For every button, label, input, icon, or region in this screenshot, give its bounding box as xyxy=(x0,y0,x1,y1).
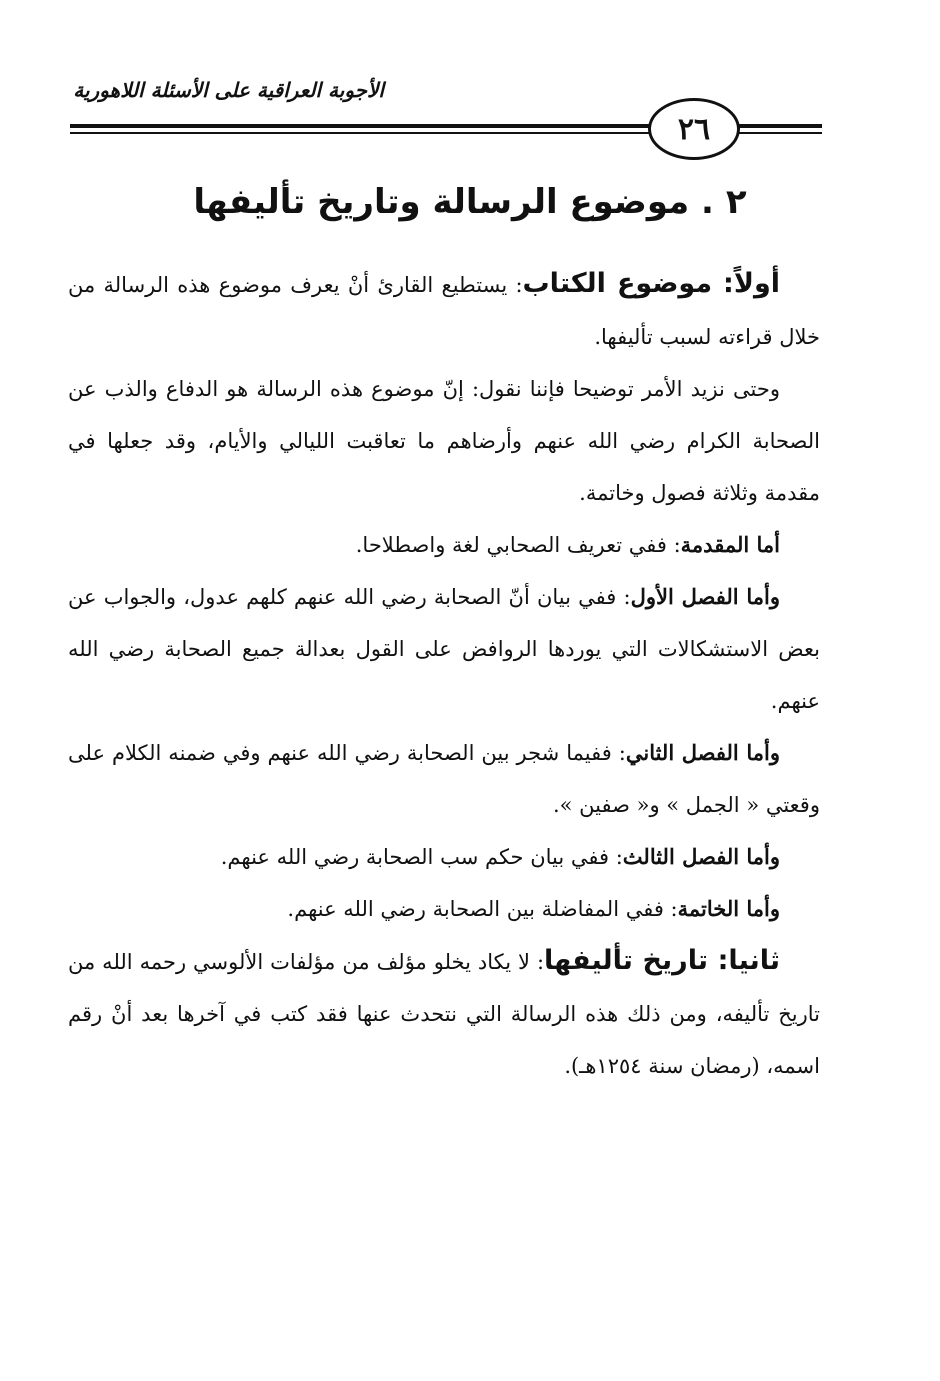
label-book-topic: أولاً: موضوع الكتاب xyxy=(522,268,780,299)
paragraph-chapter-one xyxy=(68,571,820,727)
label-authoring-date: ثانيا: تاريخ تأليفها xyxy=(544,945,781,976)
paragraph-introduction xyxy=(68,519,820,571)
text-book-topic: : يستطيع القارئ أنْ يعرف موضوع هذه الرسالة من خلال قراءته لسبب تأليفها. xyxy=(68,273,820,349)
label-conclusion: وأما الخاتمة xyxy=(677,896,780,921)
label-chapter-two: وأما الفصل الثاني xyxy=(625,740,780,765)
paragraph-book-topic xyxy=(68,258,820,363)
label-chapter-three: وأما الفصل الثالث xyxy=(622,844,780,869)
paragraph-chapter-two xyxy=(68,727,820,831)
text-introduction: : ففي تعريف الصحابي لغة واصطلاحا. xyxy=(355,533,681,557)
paragraph-clarification xyxy=(68,363,820,519)
running-title: الأجوبة العراقية على الأسئلة اللاهورية xyxy=(73,78,384,102)
body-text xyxy=(68,258,820,1092)
text-chapter-one: : ففي بيان أنّ الصحابة رضي الله عنهم كلهم عدول، والجواب عن بعض الاستشكالات التي يوردها الروافض على القول بعدالة جميع الصحابة رضي الله عنهم. xyxy=(68,585,820,713)
text-clarification: وحتى نزيد الأمر توضيحا فإننا نقول: إنّ موضوع هذه الرسالة هو الدفاع والذب عن الصحابة الكرام رضي الله عنهم وأرضاهم ما تعاقبت الليالي والأيام، وقد جعلها في مقدمة وثلاثة فصول وخاتمة. xyxy=(68,377,820,505)
paragraph-conclusion xyxy=(68,883,820,935)
label-introduction: أما المقدمة xyxy=(680,532,780,557)
page-number: ٢٦ xyxy=(648,98,740,160)
paragraph-chapter-three xyxy=(68,831,820,883)
text-authoring-date: : لا يكاد يخلو مؤلف من مؤلفات الألوسي رحمه الله من تاريخ تأليفه، ومن ذلك هذه الرسالة التي نتحدث عنها فقد كتب في آخرها بعد أنْ رقم اسمه، (رمضان سنة ١٢٥٤هـ). xyxy=(68,950,820,1078)
label-chapter-one: وأما الفصل الأول xyxy=(630,584,780,609)
text-chapter-three: : ففي بيان حكم سب الصحابة رضي الله عنهم. xyxy=(220,845,623,869)
section-title: ٢ . موضوع الرسالة وتاريخ تأليفها xyxy=(193,182,747,222)
paragraph-authoring-date xyxy=(68,935,820,1092)
text-conclusion: : ففي المفاضلة بين الصحابة رضي الله عنهم. xyxy=(287,897,678,921)
text-chapter-two: : ففيما شجر بين الصحابة رضي الله عنهم وفي ضمنه الكلام على وقعتي « الجمل » و« صفين ». xyxy=(68,741,820,817)
